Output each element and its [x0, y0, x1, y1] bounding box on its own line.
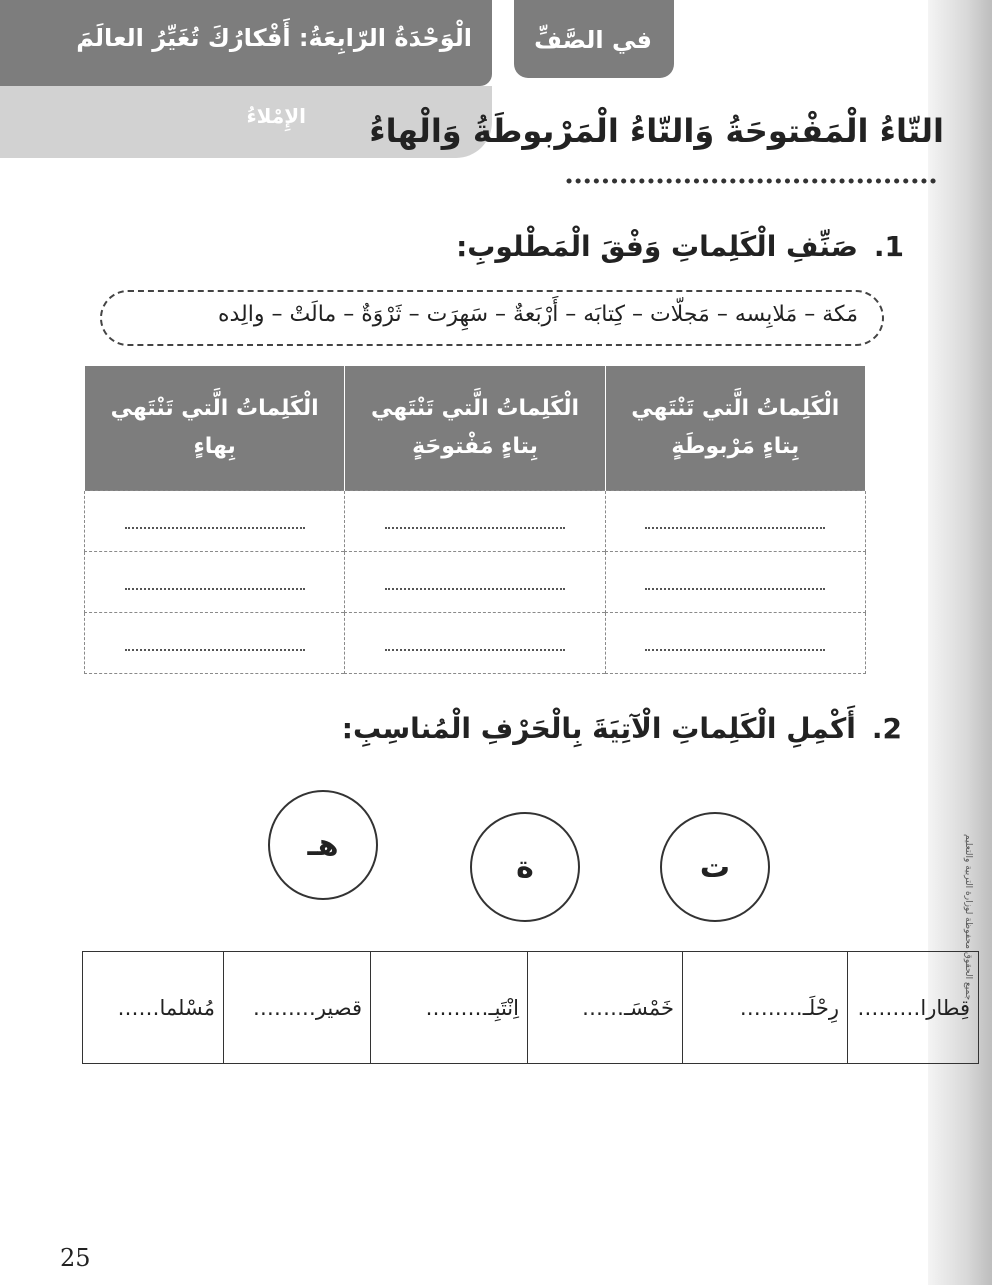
question-2-number: 2. — [871, 712, 902, 745]
question-1-number: 1. — [873, 230, 904, 263]
answer-cell[interactable] — [85, 552, 345, 613]
word-cell[interactable]: اِنْتَبِـ……… — [371, 952, 528, 1064]
answer-cell[interactable] — [85, 491, 345, 552]
answer-cell[interactable] — [345, 491, 605, 552]
answer-line[interactable] — [645, 578, 825, 590]
question-1-heading — [456, 230, 904, 263]
table-row — [85, 552, 866, 613]
class-tab — [514, 0, 674, 78]
answer-line[interactable] — [645, 639, 825, 651]
question-2-heading — [342, 712, 902, 745]
unit-header — [0, 0, 492, 86]
answer-line[interactable] — [125, 639, 305, 651]
letter-circle-haa: هـ — [268, 790, 378, 900]
classification-table — [84, 366, 866, 674]
lesson-title: التّاءُ الْمَفْتوحَةُ وَالتّاءُ الْمَرْبوطَةُ وَالْهاءُ — [369, 112, 944, 150]
answer-cell[interactable] — [605, 613, 865, 674]
column-header-taa-maftuha: الْكَلِماتُ الَّتي تَنْتَهي بِتاءٍ مَفْتوحَةٍ — [345, 366, 605, 491]
answer-line[interactable] — [125, 517, 305, 529]
word-cell[interactable]: مُسْلما…… — [83, 952, 224, 1064]
answer-line[interactable] — [385, 517, 565, 529]
answer-line[interactable] — [385, 578, 565, 590]
class-label: في الصَّفِّ — [534, 26, 652, 54]
answer-cell[interactable] — [345, 613, 605, 674]
word-bank-words: مَكة – مَلابِسه – مَجلّات – كِتابَه – أَرْبَعةٌ – سَهِرَت – ثَرْوَةٌ – مالَتْ – والِده — [217, 302, 858, 327]
completion-table — [82, 951, 979, 1064]
section-label: الإِمْلاءُ — [246, 104, 306, 128]
title-dotted-divider — [565, 174, 945, 188]
answer-cell[interactable] — [345, 552, 605, 613]
word-bank — [100, 290, 884, 346]
answer-cell[interactable] — [85, 613, 345, 674]
letter-circle-taa: ت — [660, 812, 770, 922]
letter-circle-taa-marbuta: ة — [470, 812, 580, 922]
word-cell[interactable]: خَمْسَـ…… — [528, 952, 683, 1064]
answer-cell[interactable] — [605, 491, 865, 552]
column-header-haa: الْكَلِماتُ الَّتي تَنْتَهي بِهاءٍ — [85, 366, 345, 491]
table-row — [85, 613, 866, 674]
table-row — [85, 491, 866, 552]
column-header-taa-marbuta: الْكَلِماتُ الَّتي تَنْتَهي بِتاءٍ مَرْبوطَةٍ — [605, 366, 865, 491]
legal-notice: جميع الحقوق محفوظة لوزارة التربية والتعليم — [963, 833, 973, 1000]
question-1-text: صَنِّفِ الْكَلِماتِ وَفْقَ الْمَطْلوبِ: — [456, 230, 858, 263]
word-cell[interactable]: رِحْلَـ……… — [683, 952, 848, 1064]
word-cell[interactable]: قصير……… — [224, 952, 371, 1064]
word-cell[interactable]: قِطارا……… — [848, 952, 979, 1064]
answer-line[interactable] — [385, 639, 565, 651]
table-row — [83, 952, 979, 1064]
page-number: 25 — [60, 1244, 91, 1272]
answer-cell[interactable] — [605, 552, 865, 613]
question-2-text: أَكْمِلِ الْكَلِماتِ الْآتِيَةَ بِالْحَرْفِ الْمُناسِبِ: — [341, 712, 856, 745]
unit-title: الْوَحْدَةُ الرّابِعَةُ: أَفْكارُكَ تُغَيِّرُ العالَمَ — [76, 24, 472, 52]
answer-line[interactable] — [125, 578, 305, 590]
answer-line[interactable] — [645, 517, 825, 529]
